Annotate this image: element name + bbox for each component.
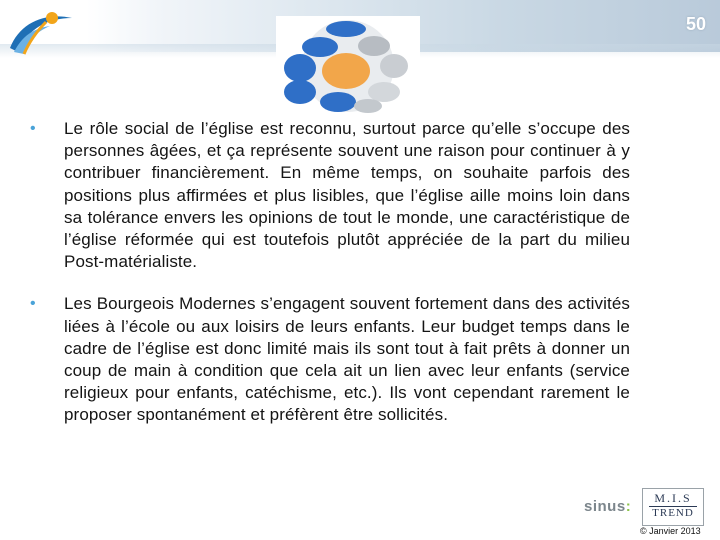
milieu-bubble: [284, 54, 316, 82]
milieu-bubble: [284, 80, 316, 104]
bullet-item: [28, 118, 630, 273]
milieu-bubble: [358, 36, 390, 56]
milieu-bubble: [326, 21, 366, 37]
company-logo: [2, 4, 74, 60]
milieu-bubble: [302, 37, 338, 57]
sinus-logo: [584, 498, 631, 515]
bullet-text: Le rôle social de l’église est reconnu, surtout parce qu’elle s’occupe des personnes âgées, et ça représente souvent une raison pour continuer à y contribuer financièrement. En même temps, on souhaite parfois des positions plus affirmées et plus lisibles, que l’église aille moins loin dans sa tolérance envers les opinions de tout le monde, une caractéristique de l’église réformée qui est toutefois plutôt appréciée de la part du milieu Post-matérialiste.: [64, 119, 630, 272]
sinus-milieu-diagram: [276, 16, 420, 116]
milieu-bubble: [380, 54, 408, 78]
page-number: 50: [685, 14, 706, 34]
copyright-notice: © Janvier 2013: [640, 526, 701, 536]
sinus-logo-text: sinus: [584, 498, 626, 515]
mis-logo-line2: TREND: [652, 507, 694, 519]
mis-logo-line1: M.I.S: [654, 491, 692, 505]
bullet-text: Les Bourgeois Modernes s’engagent souvent fortement dans des activités liées à l’école ou aux loisirs de leurs enfants. Leur budget temps dans le cadre de l’église est donc limité mais ils sont tout à fait prêts à donner un coup de main à condition que cela ait un lien avec leur enfants (service religieux pour enfants, catéchisme, etc.). Ils vont cependant rarement le proposer spontanément et préfèrent être sollicités.: [64, 294, 630, 425]
main-content: [28, 118, 630, 447]
milieu-bubble: [354, 99, 382, 113]
milieu-bubble: [320, 92, 356, 112]
bullet-marker: •: [30, 120, 36, 137]
milieu-bubble-highlighted: [322, 53, 370, 89]
bullet-item: [28, 293, 630, 426]
milieu-bubble: [368, 82, 400, 102]
sinus-logo-accent: :: [625, 498, 632, 515]
mis-trend-logo: [642, 488, 704, 526]
bullet-marker: •: [30, 295, 36, 313]
